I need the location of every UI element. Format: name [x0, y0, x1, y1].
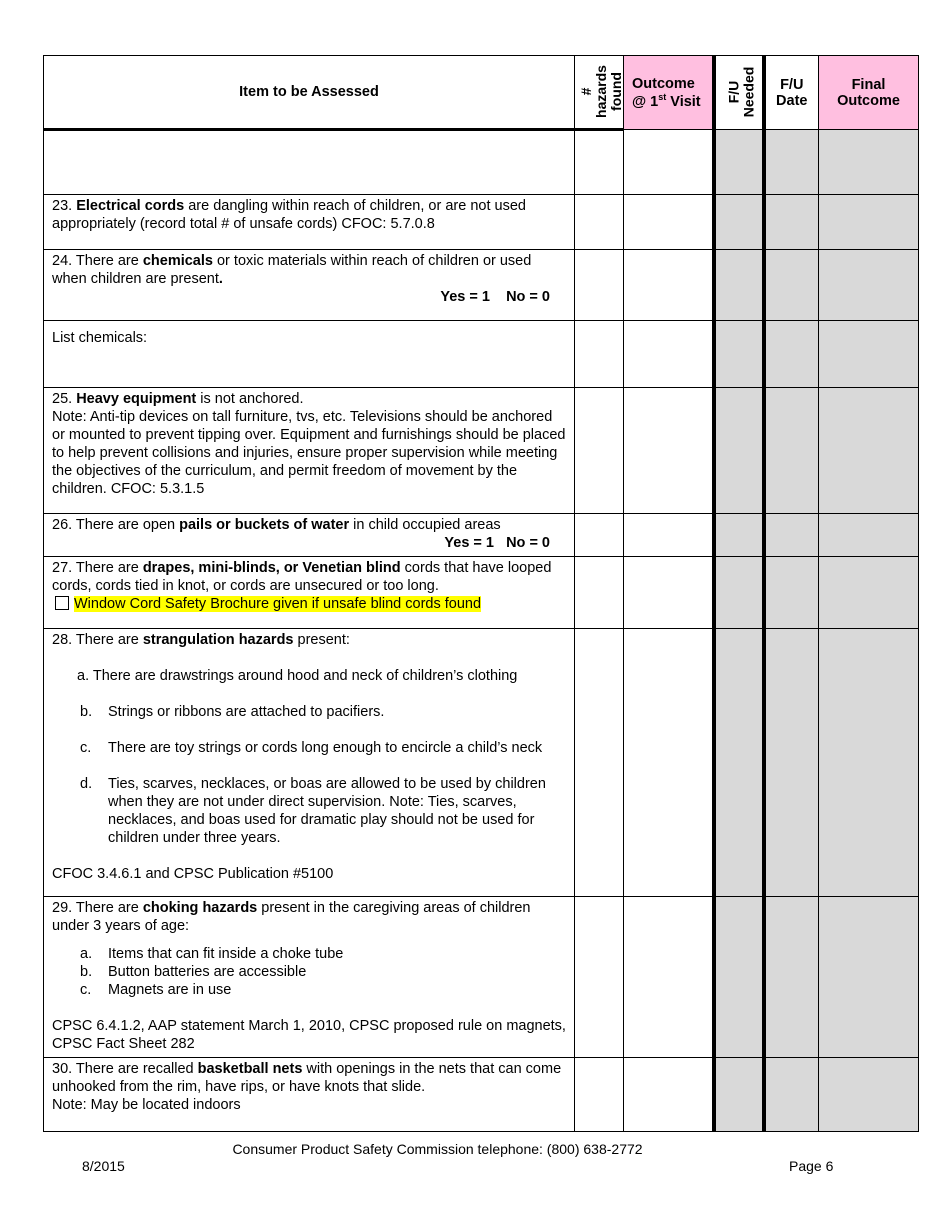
table-row-28 — [44, 629, 919, 897]
table-row — [44, 130, 919, 195]
table-row-29 — [44, 897, 919, 1058]
final-outcome-cell[interactable] — [819, 388, 919, 514]
final-outcome-cell[interactable] — [819, 514, 919, 557]
sub-item-c: c. There are toy strings or cords long enough to encircle a child’s neck — [80, 740, 543, 756]
table-row-26 — [44, 514, 919, 557]
hazards-cell[interactable] — [575, 629, 624, 897]
col-header-item: Item to be Assessed — [44, 56, 575, 130]
fu-needed-cell[interactable] — [714, 557, 764, 629]
item-25: 25. Heavy equipment is not anchored. Note: Anti-tip devices on tall furniture, tvs, etc. Televisions should be anchored or mounted to prevent tipping over. Equipment and furnishings should be placed to help prevent collisions and injuries, ensure proper supervision while meeting the objectives of the curriculum, and permit freedom of movement by the children. CFOC: 5.3.1.5 — [44, 388, 575, 514]
item-29: 29. There are choking hazards present in the caregiving areas of children under 3 years of age: a. Items that can fit inside a choke tube b. Button batteries are accessible c. Magnets are in use CPSC 6.4.1.2, AAP statement March 1, 2010, CPSC proposed rule on magnets, CPSC Fact Sheet 282 — [44, 897, 575, 1058]
table-row-24 — [44, 250, 919, 321]
footer-date: 8/2015 — [82, 1158, 125, 1174]
col-header-final-outcome: Final Outcome — [819, 56, 919, 130]
outcome-cell[interactable] — [624, 250, 714, 321]
reference: CPSC 6.4.1.2, AAP statement March 1, 2010, CPSC proposed rule on magnets, CPSC Fact Sheet 282 — [52, 1018, 566, 1052]
outcome-cell[interactable] — [624, 629, 714, 897]
outcome-cell[interactable] — [624, 557, 714, 629]
outcome-cell[interactable] — [624, 897, 714, 1058]
yes-no-scale: Yes = 1 No = 0 — [444, 535, 550, 551]
list-chemicals[interactable]: List chemicals: — [44, 321, 575, 388]
table-row-30 — [44, 1058, 919, 1132]
fu-needed-cell[interactable] — [714, 321, 764, 388]
item-28: 28. There are strangulation hazards present: a. There are drawstrings around hood and neck of children’s clothing b. Strings or ribbons are attached to pacifiers. c. There are toy strings or cords long enough to encircle a child’s neck d. Ties, scarves, necklaces, or boas are allowed to be used by children when they are not under direct supervision. Note: Ties, scarves, necklaces, and boas used for dramatic play should not be used for children under three years. CFOC 3.4.6.1 and CPSC Publication #5100 — [44, 629, 575, 897]
yes-no-scale: Yes = 1 No = 0 — [440, 289, 550, 305]
assessment-table — [43, 55, 919, 1132]
outcome-cell[interactable] — [624, 321, 714, 388]
fu-needed-cell[interactable] — [714, 195, 764, 250]
outcome-cell[interactable] — [624, 195, 714, 250]
outcome-cell[interactable] — [624, 1058, 714, 1132]
fu-needed-cell[interactable] — [714, 130, 764, 195]
hazards-cell[interactable] — [575, 514, 624, 557]
reference: CFOC 3.4.6.1 and CPSC Publication #5100 — [52, 866, 334, 882]
outcome-cell[interactable] — [624, 514, 714, 557]
hazards-cell[interactable] — [575, 250, 624, 321]
fu-date-cell[interactable] — [764, 1058, 819, 1132]
fu-date-cell[interactable] — [764, 250, 819, 321]
hazards-cell[interactable] — [575, 557, 624, 629]
hazards-cell[interactable] — [575, 195, 624, 250]
hazards-cell[interactable] — [575, 321, 624, 388]
sub-item-b: b. Strings or ribbons are attached to pacifiers. — [80, 704, 385, 720]
fu-needed-cell[interactable] — [714, 388, 764, 514]
sub-item-a: a. Items that can fit inside a choke tube — [80, 946, 344, 962]
sub-item-c: c. Magnets are in use — [80, 982, 232, 998]
fu-date-cell[interactable] — [764, 321, 819, 388]
final-outcome-cell[interactable] — [819, 130, 919, 195]
fu-needed-cell[interactable] — [714, 250, 764, 321]
item-23: 23. Electrical cords are dangling within reach of children, or are not used appropriately (record total # of unsafe cords) CFOC: 5.7.0.8 — [44, 195, 575, 250]
col-header-hazards: # hazards found — [575, 56, 624, 130]
fu-needed-cell[interactable] — [714, 629, 764, 897]
fu-needed-cell[interactable] — [714, 1058, 764, 1132]
final-outcome-cell[interactable] — [819, 897, 919, 1058]
sub-item-b: b. Button batteries are accessible — [80, 964, 307, 980]
fu-date-cell[interactable] — [764, 629, 819, 897]
col-header-fu-date: F/U Date — [764, 56, 819, 130]
item-27: 27. There are drapes, mini-blinds, or Venetian blind cords that have looped cords, cords tied in knot, or cords are unsecured or too long. Window Cord Safety Brochure given if unsafe blind cords found — [44, 557, 575, 629]
hazards-cell[interactable] — [575, 388, 624, 514]
final-outcome-cell[interactable] — [819, 629, 919, 897]
sub-item-d: d. Ties, scarves, necklaces, or boas are allowed to be used by children when they are not under direct supervision. Note: Ties, scarves, necklaces, and boas used for dramatic play should not be used for children under three years. — [80, 776, 546, 846]
final-outcome-cell[interactable] — [819, 1058, 919, 1132]
hazards-cell[interactable] — [575, 130, 624, 195]
fu-date-cell[interactable] — [764, 388, 819, 514]
brochure-note: Window Cord Safety Brochure given if unsafe blind cords found — [74, 596, 482, 612]
fu-date-cell[interactable] — [764, 195, 819, 250]
fu-date-cell[interactable] — [764, 130, 819, 195]
item-26: 26. There are open pails or buckets of water in child occupied areas Yes = 1 No = 0 — [44, 514, 575, 557]
fu-needed-cell[interactable] — [714, 897, 764, 1058]
fu-needed-cell[interactable] — [714, 514, 764, 557]
col-header-fu-needed: F/U Needed — [714, 56, 764, 130]
table-row-23 — [44, 195, 919, 250]
final-outcome-cell[interactable] — [819, 557, 919, 629]
final-outcome-cell[interactable] — [819, 321, 919, 388]
hazards-cell[interactable] — [575, 1058, 624, 1132]
footer-phone: Consumer Product Safety Commission telephone: (800) 638-2772 — [232, 1141, 643, 1157]
brochure-checkbox[interactable] — [55, 596, 69, 610]
header-row — [44, 56, 919, 130]
table-row-list-chemicals — [44, 321, 919, 388]
table-row-25 — [44, 388, 919, 514]
sub-item-a: a. There are drawstrings around hood and neck of children’s clothing — [77, 668, 518, 684]
outcome-cell[interactable] — [624, 130, 714, 195]
footer-page-number: Page 6 — [789, 1158, 834, 1174]
item-24: 24. There are chemicals or toxic materials within reach of children or used when children are present. Yes = 1 No = 0 — [44, 250, 575, 321]
item-30: 30. There are recalled basketball nets with openings in the nets that can come unhooked from the rim, have rips, or have knots that slide. Note: May be located indoors — [44, 1058, 575, 1132]
final-outcome-cell[interactable] — [819, 195, 919, 250]
fu-date-cell[interactable] — [764, 514, 819, 557]
final-outcome-cell[interactable] — [819, 250, 919, 321]
hazards-cell[interactable] — [575, 897, 624, 1058]
col-header-outcome: Outcome @ 1st Visit — [624, 56, 714, 130]
fu-date-cell[interactable] — [764, 897, 819, 1058]
outcome-cell[interactable] — [624, 388, 714, 514]
table-row-27 — [44, 557, 919, 629]
fu-date-cell[interactable] — [764, 557, 819, 629]
